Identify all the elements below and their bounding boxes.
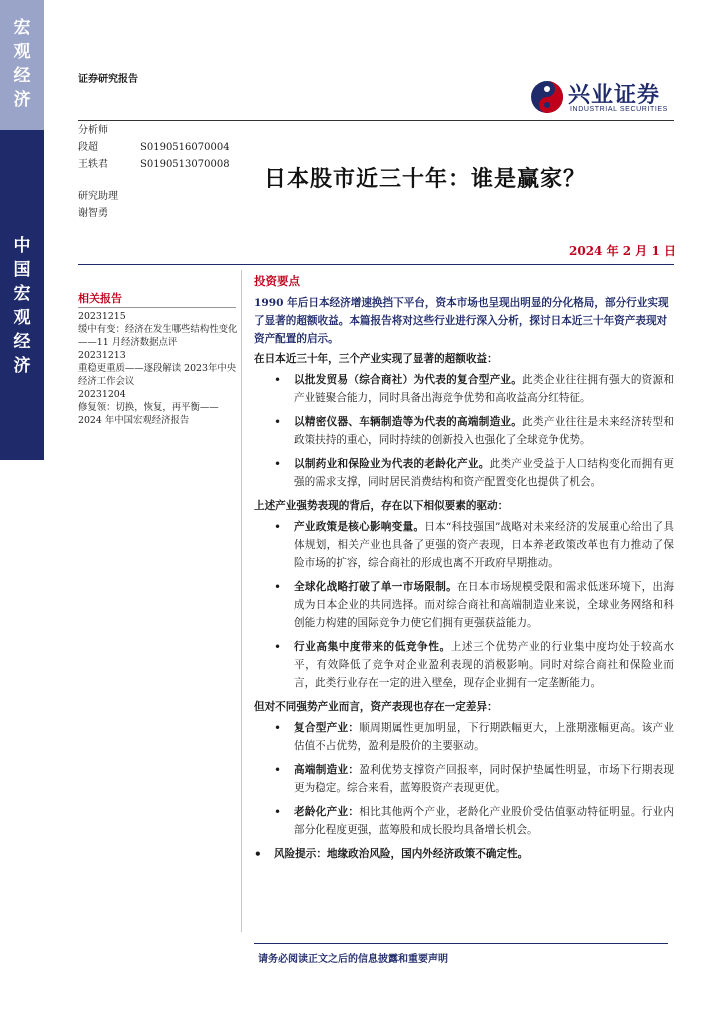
analyst-row (78, 156, 230, 173)
logo-name-cn: 兴业证券 (568, 83, 661, 108)
list-item: • 老龄化产业：相比其他两个产业，老龄化产业股价受估值驱动特征明显。行业内部分化程度更强，蓝筹股和成长股均具备增长机会。 (254, 803, 674, 839)
logo-name-en: INDUSTRIAL SECURITIES (570, 106, 668, 113)
related-title: 缓中有变：经济在发生哪些结构性变化——11 月经济数据点评 (78, 324, 238, 348)
subsection-heading: 但对不同强势产业而言，资产表现也存在一定差异： (254, 701, 498, 713)
list-item: • 行业高集中度带来的低竞争性。上述三个优势产业的行业集中度均处于较高水平，有效降低了竞争对企业盈利表现的消极影响。同时对综合商社和保险业而言，此类行业存在一定的进入壁垒，现存企业拥有一定垄断能力。 (254, 638, 674, 692)
subsection-heading: 上述产业强势表现的背后，存在以下相似要素的驱动： (254, 500, 509, 512)
analyst-name: 王轶君 (78, 159, 108, 170)
analyst-block (78, 122, 230, 173)
subsection-heading: 在日本近三十年，三个产业实现了显著的超额收益： (254, 353, 498, 365)
risk-list (254, 845, 674, 863)
analyst-id: S0190516070004 (140, 142, 230, 153)
assistant-name: 谢智勇 (78, 208, 108, 219)
column-divider (241, 270, 242, 932)
difference-list (254, 719, 674, 839)
report-date: 2024 年 2 月 1 日 (569, 244, 676, 258)
page-title: 日本股市近三十年：谁是赢家？ (264, 167, 587, 192)
related-list (78, 310, 238, 427)
date-rule (78, 264, 674, 265)
main-content (254, 272, 674, 869)
report-type: 证券研究报告 (78, 74, 138, 85)
related-date: 20231213 (78, 350, 126, 361)
list-item: • 复合型产业：顺周期属性更加明显，下行期跌幅更大，上涨期涨幅更高。该产业估值不占优势，盈利是股价的主要驱动。 (254, 719, 674, 755)
assistant-block (78, 188, 118, 222)
section-heading: 投资要点 (254, 274, 300, 288)
related-date: 20231204 (78, 389, 126, 400)
analyst-label: 分析师 (78, 125, 108, 136)
related-heading: 相关报告 (78, 292, 122, 305)
industry-list (254, 371, 674, 491)
list-item[interactable] (78, 349, 238, 388)
list-item: • 产业政策是核心影响变量。日本“科技强国”战略对未来经济的发展重心给出了具体规划，相关产业也具备了更强的资产表现，日本养老政策改革也有力推动了保险市场的扩容，综合商社的形成也离不开政府早期推动。 (254, 518, 674, 572)
related-title: 重稳更重质——逐段解读 2023年中央经济工作会议 (78, 363, 237, 387)
risk-warning: • 风险提示：地缘政治风险，国内外经济政策不确定性。 (254, 845, 674, 863)
list-item: • 全球化战略打破了单一市场限制。在日本市场规模受限和需求低迷环境下，出海成为日本企业的共同选择。而对综合商社和高端制造业来说，全球业务网络和科创能力构建的国际竞争力使它们拥有更强获益能力。 (254, 578, 674, 632)
related-title: 修复领：切换，恢复，再平衡——2024 年中国宏观经济报告 (78, 402, 219, 426)
list-item: • 以批发贸易（综合商社）为代表的复合型产业。此类企业往往拥有强大的资源和产业链聚合能力，同时具备出海竞争优势和高收益高分红特征。 (254, 371, 674, 407)
related-rule (78, 307, 236, 308)
analyst-row (78, 139, 230, 156)
list-item: • 以精密仪器、车辆制造等为代表的高端制造业。此类产业往往是未来经济转型和政策扶持的重心，同时持续的创新投入也强化了全球竞争优势。 (254, 413, 674, 449)
driver-list (254, 518, 674, 692)
analyst-id: S0190513070008 (140, 159, 230, 170)
assistant-label: 研究助理 (78, 191, 118, 202)
analyst-name: 段超 (78, 142, 98, 153)
list-item[interactable] (78, 388, 238, 427)
list-item: • 高端制造业：盈利优势支撑资产回报率，同时保护垫属性明显，市场下行期表现更为稳定。综合来看，蓝筹股资产表现更优。 (254, 761, 674, 797)
sidebar-label-china-macro: 中 国 宏 观 经 济 (13, 236, 31, 376)
disclaimer-link[interactable]: 请务必阅读正文之后的信息披露和重要声明 (258, 954, 448, 965)
intro-paragraph: 1990 年后日本经济增速换挡下平台，资本市场也呈现出明显的分化格局，部分行业实现了显著的超额收益。本篇报告将对这些行业进行深入分析，探讨日本近三十年资产表现对资产配置的启示。 (254, 297, 669, 345)
logo-emblem-icon (530, 80, 564, 114)
list-item[interactable] (78, 310, 238, 349)
sidebar-label-macro: 宏 观 经 济 (13, 18, 31, 110)
footer-rule (254, 943, 668, 944)
company-logo (530, 78, 680, 118)
header-rule (78, 120, 674, 121)
related-date: 20231215 (78, 311, 126, 322)
list-item: • 以制药业和保险业为代表的老龄化产业。此类产业受益于人口结构变化而拥有更强的需求支撑，同时居民消费结构和资产配置变化也提供了机会。 (254, 455, 674, 491)
